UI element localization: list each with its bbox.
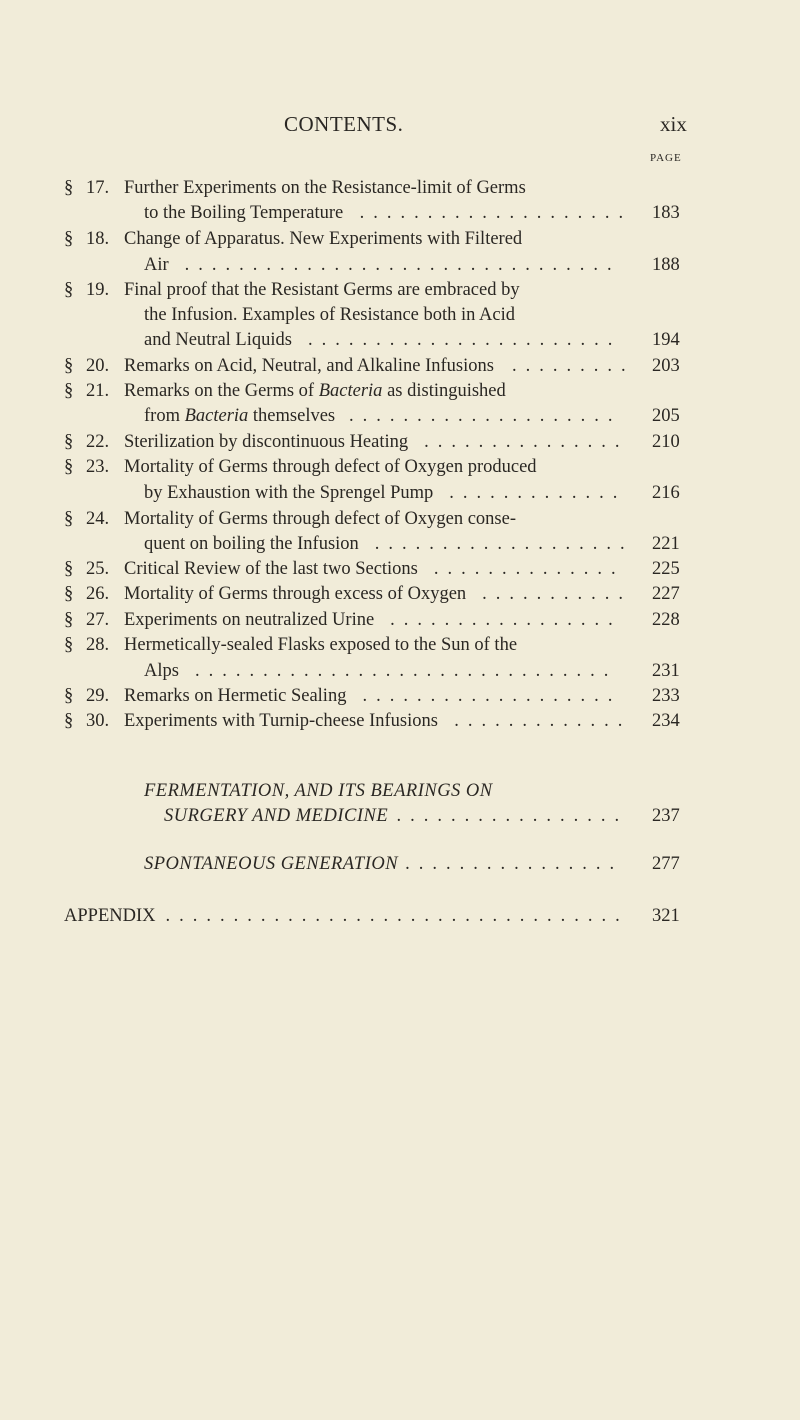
entry-title-continued: Alps	[144, 661, 179, 681]
dot-leader: .........	[511, 356, 635, 376]
entry-title: Further Experiments on the Resistance-limit of Germs	[124, 178, 526, 198]
section-sign: §	[64, 559, 74, 579]
section-number: 23.	[86, 457, 110, 477]
entry-title: Hermetically-sealed Flasks exposed to the Sun of the	[124, 635, 518, 655]
entry-title-continued: Air	[144, 255, 169, 275]
dot-leader: ....................	[349, 406, 622, 426]
entry-title: Change of Apparatus. New Experiments with Filtered	[124, 229, 523, 249]
entry-page-number: 221	[652, 534, 680, 554]
section-number: 26.	[86, 584, 110, 604]
section-number: 17.	[86, 178, 110, 198]
entry-title: Remarks on Hermetic Sealing	[124, 686, 347, 706]
entry-title-continued: and Neutral Liquids	[144, 330, 292, 350]
dot-leader: .............	[454, 711, 632, 731]
section-number: 27.	[86, 610, 110, 630]
appendix-label: APPENDIX	[64, 906, 156, 926]
section-number: 28.	[86, 635, 110, 655]
section-sign: §	[64, 229, 74, 249]
section-sign: §	[64, 356, 74, 376]
italic-term: Bacteria	[184, 406, 249, 426]
running-head	[0, 112, 800, 142]
section-sign: §	[64, 610, 74, 630]
entry-title: Experiments with Turnip-cheese Infusions	[124, 711, 438, 731]
entry-title: Experiments on neutralized Urine	[124, 610, 375, 630]
section-sign: §	[64, 686, 74, 706]
section-number: 22.	[86, 432, 110, 452]
entry-title: Sterilization by discontinuous Heating	[124, 432, 409, 452]
section-sign: §	[64, 584, 74, 604]
dot-leader: ...................	[362, 686, 622, 706]
entry-page-number: 205	[652, 406, 680, 426]
entry-title: Critical Review of the last two Sections	[124, 559, 418, 579]
dot-leader: .......................	[307, 330, 622, 350]
entry-page-number: 225	[652, 559, 680, 579]
entry-page-number: 233	[652, 686, 680, 706]
dot-leader: ................	[405, 854, 624, 874]
section-number: 25.	[86, 559, 110, 579]
entry-page-number: 227	[652, 584, 680, 604]
dot-leader: ................................	[184, 255, 621, 275]
section-sign: §	[64, 509, 74, 529]
entry-title: Remarks on Acid, Neutral, and Alkaline Infusions	[124, 356, 494, 376]
section-sign: §	[64, 711, 74, 731]
appendix-page-number: 321	[652, 906, 680, 926]
entry-title: Remarks on the Germs of Bacteria as distinguished	[124, 381, 506, 401]
section-sign: §	[64, 457, 74, 477]
page-title: CONTENTS.	[284, 112, 404, 136]
entry-page-number: 194	[652, 330, 680, 350]
dot-leader: .................	[396, 806, 629, 826]
dot-leader: ...............	[424, 432, 629, 452]
section-number: 18.	[86, 229, 110, 249]
section-number: 24.	[86, 509, 110, 529]
dot-leader: ...............................	[194, 661, 618, 681]
entry-page-number: 188	[652, 255, 680, 275]
dot-leader: ...........	[482, 584, 633, 604]
entry-title-continued: quent on boiling the Infusion	[144, 534, 359, 554]
entry-title: Mortality of Germs through defect of Oxygen conse-	[124, 509, 516, 529]
entry-title-continued: the Infusion. Examples of Resistance both in Acid	[144, 305, 515, 325]
entry-title: Mortality of Germs through defect of Oxygen produced	[124, 457, 537, 477]
section-number: 29.	[86, 686, 110, 706]
section-number: 30.	[86, 711, 110, 731]
part-title: FERMENTATION, AND ITS BEARINGS ON	[144, 781, 493, 801]
dot-leader: .............	[449, 483, 627, 503]
part-page-number: 237	[652, 806, 680, 826]
page-column-label: PAGE	[650, 152, 682, 164]
entry-title-continued: from Bacteria themselves	[144, 406, 336, 426]
section-sign: §	[64, 381, 74, 401]
dot-leader: ....................	[359, 203, 633, 223]
dot-leader: .................	[390, 610, 622, 630]
entry-page-number: 183	[652, 203, 680, 223]
entry-page-number: 228	[652, 610, 680, 630]
part-page-number: 277	[652, 854, 680, 874]
section-sign: §	[64, 432, 74, 452]
entry-title-continued: to the Boiling Temperature	[144, 203, 344, 223]
section-sign: §	[64, 178, 74, 198]
entry-page-number: 234	[652, 711, 680, 731]
entry-page-number: 210	[652, 432, 680, 452]
section-number: 21.	[86, 381, 110, 401]
dot-leader: ..................................	[165, 906, 629, 926]
entry-page-number: 231	[652, 661, 680, 681]
dot-leader: ...................	[374, 534, 634, 554]
section-number: 19.	[86, 280, 110, 300]
entry-page-number: 203	[652, 356, 680, 376]
page-number: xix	[660, 112, 687, 136]
italic-term: Bacteria	[318, 381, 383, 401]
dot-leader: ..............	[433, 559, 625, 579]
part-title: SURGERY AND MEDICINE	[164, 806, 389, 826]
section-number: 20.	[86, 356, 110, 376]
entry-title: Final proof that the Resistant Germs are embraced by	[124, 280, 520, 300]
entry-title-continued: by Exhaustion with the Sprengel Pump	[144, 483, 434, 503]
entry-page-number: 216	[652, 483, 680, 503]
section-sign: §	[64, 635, 74, 655]
entry-title: Mortality of Germs through excess of Oxygen	[124, 584, 467, 604]
part-title: SPONTANEOUS GENERATION	[144, 854, 399, 874]
section-sign: §	[64, 280, 74, 300]
